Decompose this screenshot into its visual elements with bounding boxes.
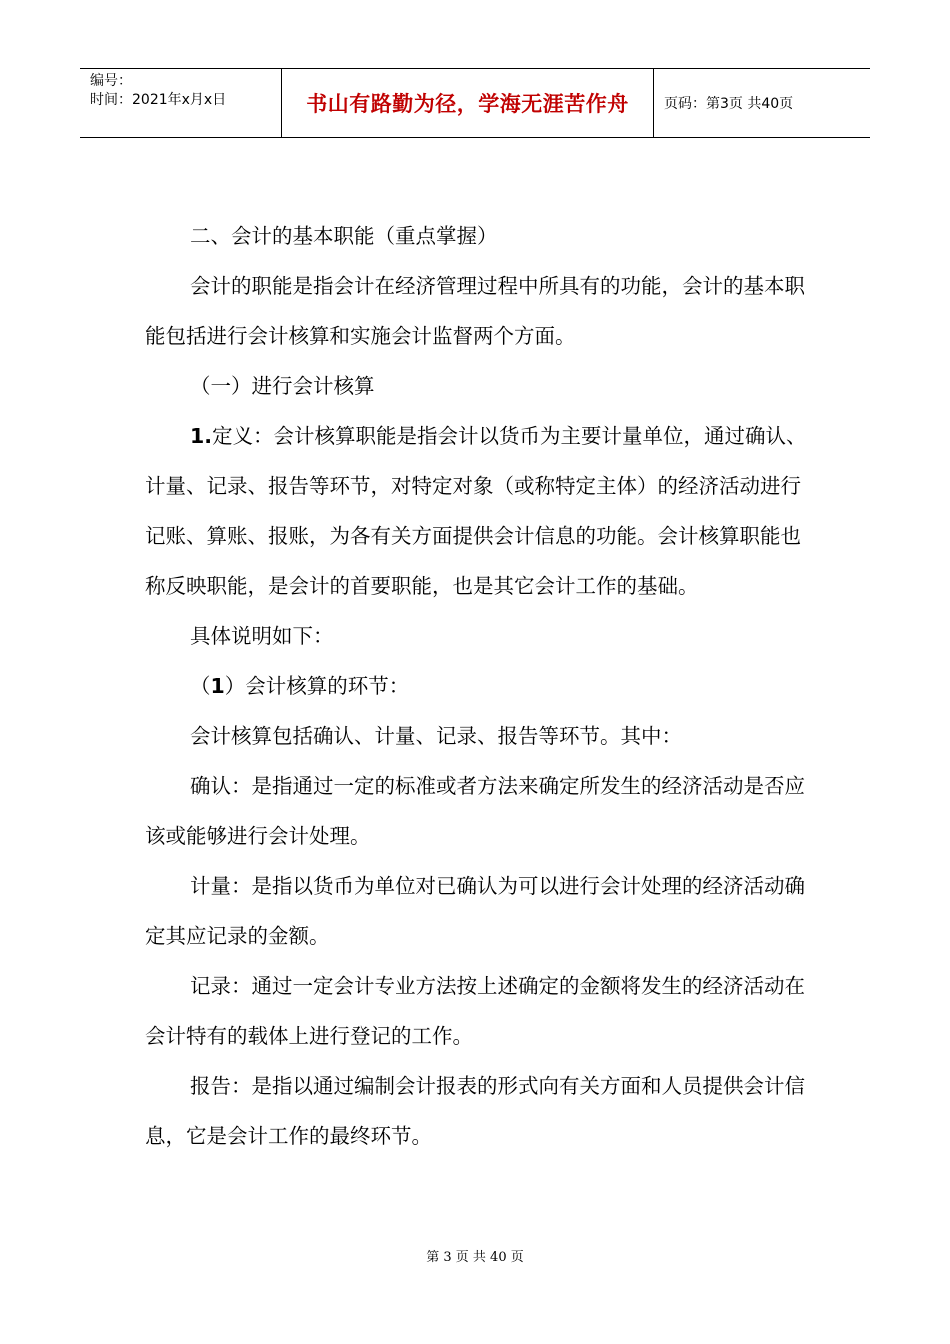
header-page-info-cell [654, 69, 870, 137]
header-motto-cell [282, 69, 654, 137]
item-heading-text: ）会计核算的环节： [224, 674, 410, 698]
paragraph-specific: 具体说明如下： [190, 624, 334, 648]
paragraph-measure: 计量：是指以货币为单位对已确认为可以进行会计处理的经济活动确定其应记录的金额。 [145, 874, 805, 948]
header-meta [80, 69, 282, 137]
definition-text: 定义：会计核算职能是指会计以货币为主要计量单位，通过确认、计量、记录、报告等环节，对特定对象（或称特定主体）的经济活动进行记账、算账、报账，为各有关方面提供会计信息的功能。会计核算职能也称反映职能，是会计的首要职能，也是其它会计工作的基础。 [145, 424, 807, 598]
item-open-paren: （ [190, 674, 211, 698]
item-number: 1 [210, 674, 225, 698]
item-heading [145, 661, 807, 711]
header-number-label: 编号： [90, 73, 132, 89]
paragraph-definition [145, 411, 807, 611]
document-body [145, 211, 807, 1161]
definition-number: 1. [190, 424, 213, 448]
header-date-label: 时间：2021年x月x日 [90, 92, 227, 108]
paragraph-report: 报告：是指以通过编制会计报表的形式向有关方面和人员提供会计信息，它是会计工作的最终环节。 [145, 1074, 805, 1148]
page-header [80, 68, 870, 138]
subsection-heading: （一）进行会计核算 [190, 374, 375, 398]
paragraph-confirm: 确认：是指通过一定的标准或者方法来确定所发生的经济活动是否应该或能够进行会计处理。 [145, 774, 805, 848]
section-heading: 二、会计的基本职能（重点掌握） [190, 224, 498, 248]
paragraph-function-intro: 会计的职能是指会计在经济管理过程中所具有的功能，会计的基本职能包括进行会计核算和实施会计监督两个方面。 [145, 274, 805, 348]
paragraph-record: 记录：通过一定会计专业方法按上述确定的金额将发生的经济活动在会计特有的载体上进行登记的工作。 [145, 974, 805, 1048]
page-footer: 第 3 页 共 40 页 [426, 1250, 524, 1265]
header-motto: 书山有路勤为径，学海无涯苦作舟 [306, 92, 629, 116]
header-page-info: 页码：第3页 共40页 [664, 96, 794, 112]
paragraph-steps: 会计核算包括确认、计量、记录、报告等环节。其中： [190, 724, 682, 748]
